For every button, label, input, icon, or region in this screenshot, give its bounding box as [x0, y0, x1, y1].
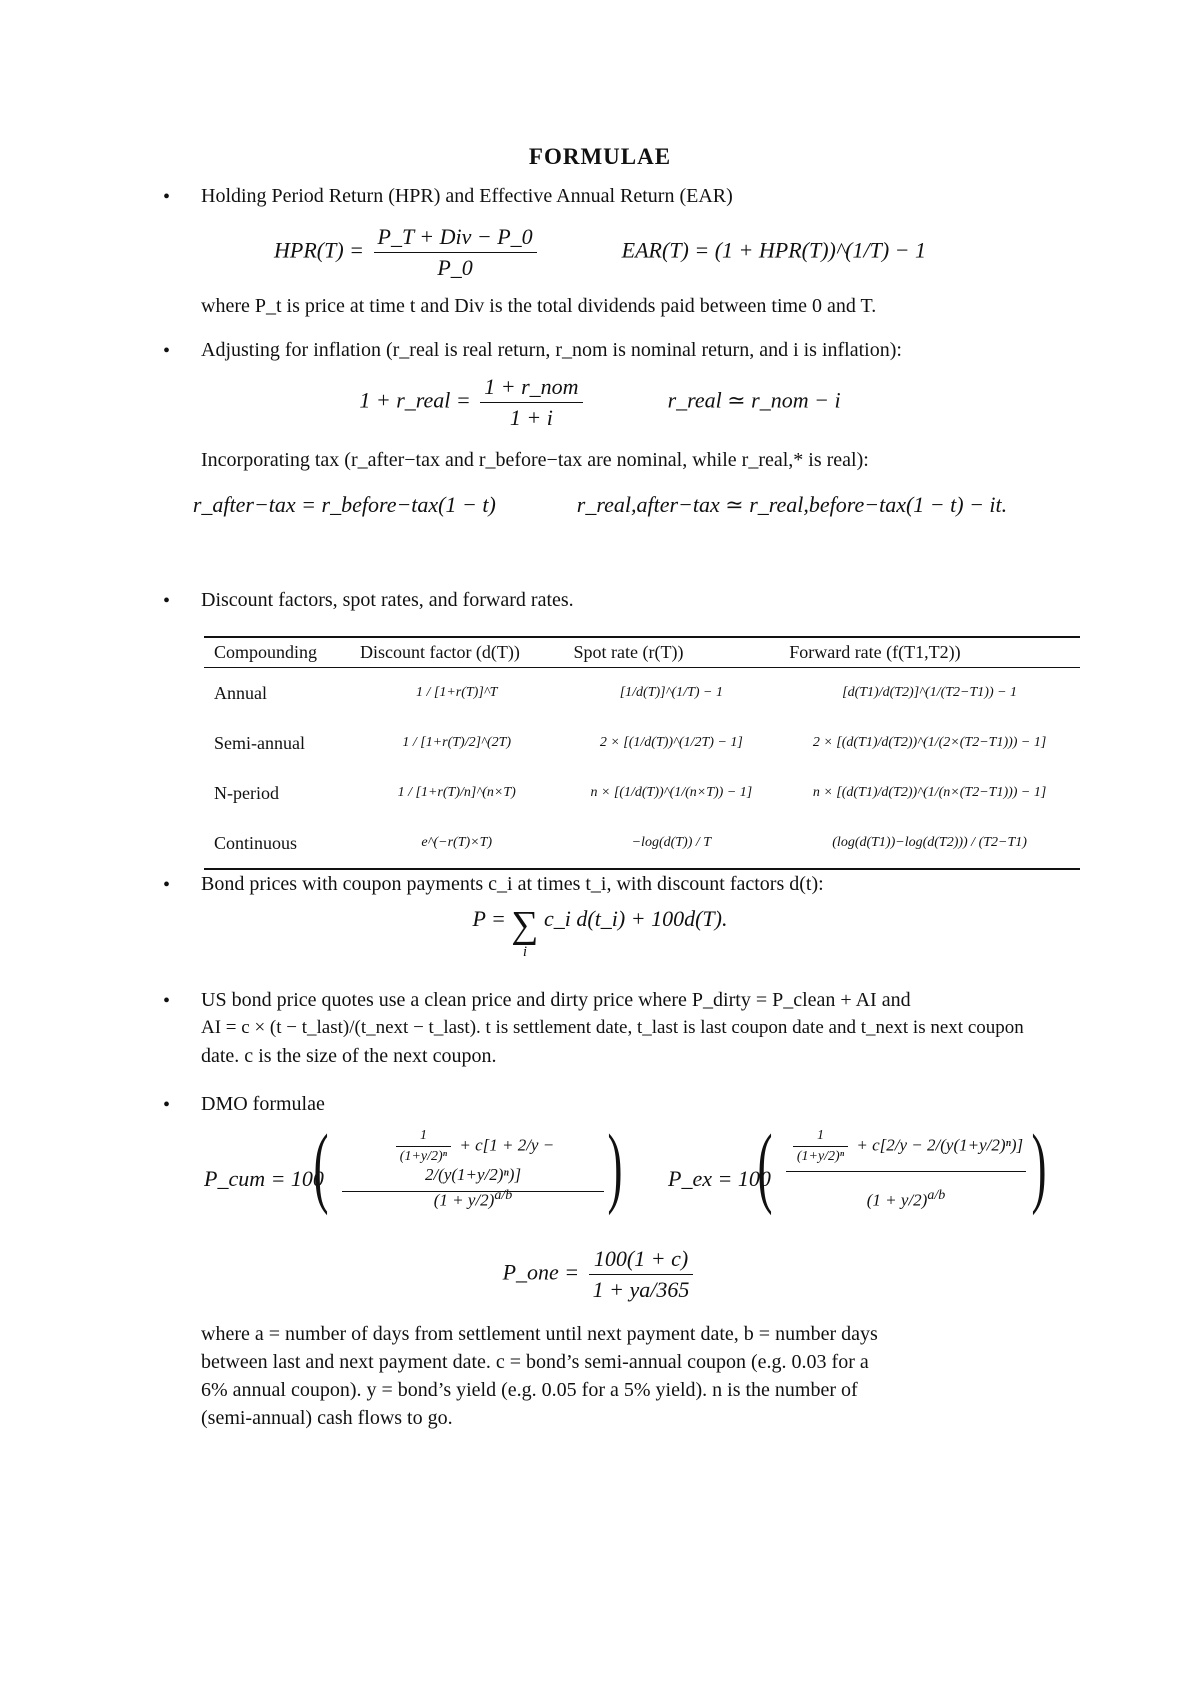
table-cell: 1 / [1+r(T)]^T	[415, 685, 498, 700]
hpr-lhs: HPR(T) =	[274, 237, 364, 263]
table-cell: e^(−r(T)×T)	[350, 818, 564, 869]
hpr-heading: Holding Period Return (HPR) and Effective Annual Return (EAR)	[201, 185, 733, 207]
bullet-dot: •	[163, 590, 171, 612]
p-one-denominator: 1 + ya/365	[592, 1277, 690, 1302]
table-cell: [1/d(T)]^(1/T) − 1	[619, 685, 723, 700]
bullet-dot: •	[163, 1094, 171, 1116]
table-cell: N-period	[214, 782, 279, 803]
inflation-heading: Adjusting for inflation (r_real is real return, r_nom is nominal return, and i is inflation):	[201, 339, 902, 361]
bullet-dot: •	[163, 874, 171, 896]
table-cell: 2 × [(1/d(T))^(1/2T) − 1]	[599, 735, 743, 750]
p-ex-formula	[668, 1117, 1088, 1232]
hpr-numerator: P_T + Div − P_0	[374, 224, 537, 253]
table-cell: [d(T1)/d(T2)]^(1/(T2−T1)) − 1	[842, 685, 1018, 700]
dmo-note-2: between last and next payment date. c = bond’s semi-annual coupon (e.g. 0.03 for a	[201, 1351, 869, 1373]
tax-equation-2: r_real,after−tax ≃ r_real,before−tax(1 − t) − it.	[576, 492, 1008, 517]
inflation-lhs: 1 + r_real =	[359, 387, 471, 413]
dmo-note-3: 6% annual coupon). y = bond’s yield (e.g. 0.05 for a 5% yield). n is the number of	[201, 1379, 858, 1401]
header-forward-rate: Forward rate (f(T1,T2))	[779, 637, 1080, 668]
table-row	[204, 668, 1080, 719]
rates-table	[204, 636, 1080, 870]
dmo-note-1: where a = number of days from settlement until next payment date, b = number days	[201, 1323, 878, 1345]
hpr-equation	[0, 224, 1200, 281]
p-ex-denominator: $(1 + y/2)^{a/b}$	[866, 1188, 946, 1210]
bond-price-equation: P = ∑ i c_i d(t_i) + 100d(T).	[472, 904, 728, 960]
dmo-note-4: (semi-annual) cash flows to go.	[201, 1407, 453, 1429]
rates-heading: Discount factors, spot rates, and forward rates.	[201, 589, 574, 611]
p-ex-label: P_ex = 100	[668, 1166, 771, 1191]
right-paren-icon: )	[1031, 1117, 1047, 1216]
p-cum-label: P_cum = 100	[204, 1166, 324, 1191]
header-compounding: Compounding	[204, 637, 350, 668]
table-cell: Semi-annual	[214, 732, 305, 753]
bond-price-heading: Bond prices with coupon payments c_i at times t_i, with discount factors d(t):	[201, 873, 824, 895]
left-paren-icon: (	[313, 1117, 329, 1216]
p-cum-formula	[204, 1117, 644, 1232]
table-header-row	[204, 637, 1080, 668]
table-cell: 1 / [1+r(T)/2]^(2T)	[402, 735, 512, 750]
bullet-dot: •	[163, 990, 171, 1012]
dmo-heading: DMO formulae	[201, 1093, 325, 1115]
table-cell: 2 × [(d(T1)/d(T2))^(1/(2×(T2−T1))) − 1]	[812, 735, 1047, 750]
bond-rhs: c_i d(t_i) + 100d(T).	[543, 906, 728, 931]
table-cell: Continuous	[204, 818, 350, 869]
bullet-dot: •	[163, 186, 171, 208]
ear-equation: EAR(T) = (1 + HPR(T))^(1/T) − 1	[621, 237, 926, 263]
bond-lhs: P =	[472, 906, 506, 931]
p-one-equation	[0, 1246, 1200, 1303]
table-cell: (log(d(T1))−log(d(T2))) / (T2−T1)	[779, 818, 1080, 869]
sum-index: i	[522, 944, 528, 960]
us-bond-line-2: AI = c × (t − t_last)/(t_next − t_last). t is settlement date, t_last is last coupon date and t_next is next coupon	[201, 1017, 1024, 1038]
inflation-equation	[0, 374, 1200, 431]
p-one-lhs: P_one =	[502, 1259, 580, 1285]
us-bond-line-3: date. c is the size of the next coupon.	[201, 1045, 497, 1067]
table-row	[204, 768, 1080, 818]
p-one-numerator: 100(1 + c)	[589, 1246, 694, 1275]
hpr-denominator: P_0	[437, 255, 473, 280]
inflation-approx: r_real ≃ r_nom − i	[667, 387, 841, 413]
tax-equation-1: r_after−tax = r_before−tax(1 − t)	[192, 492, 496, 517]
table-cell: 1 / [1+r(T)/n]^(n×T)	[397, 785, 516, 800]
tax-equation	[0, 492, 1200, 518]
header-spot-rate: Spot rate (r(T))	[563, 637, 779, 668]
table-cell: −log(d(T)) / T	[563, 818, 779, 869]
table-cell: n × [(d(T1)/d(T2))^(1/(n×(T2−T1))) − 1]	[812, 785, 1047, 800]
table-row	[204, 718, 1080, 768]
us-bond-line-1: US bond price quotes use a clean price and dirty price where P_dirty = P_clean + AI and	[201, 989, 911, 1011]
table-row	[204, 818, 1080, 869]
tax-heading: Incorporating tax (r_after−tax and r_before−tax are nominal, while r_real,* is real):	[201, 449, 869, 471]
table-cell: n × [(1/d(T))^(1/(n×T)) − 1]	[590, 785, 753, 800]
p-ex-numerator: $\frac{1}{\text{(1+y/2)ⁿ}}$ + c[2/y − 2/(y(1+y/2)ⁿ)]	[786, 1128, 1026, 1172]
hpr-note: where P_t is price at time t and Div is the total dividends paid between time 0 and T.	[201, 295, 877, 317]
left-paren-icon: (	[757, 1117, 773, 1216]
right-paren-icon: )	[607, 1117, 623, 1216]
table-cell: Annual	[214, 682, 267, 703]
header-discount-factor: Discount factor (d(T))	[350, 637, 564, 668]
page-title: FORMULAE	[528, 144, 672, 169]
p-cum-numerator: $\frac{1}{\text{(1+y/2)ⁿ}}$ + c[1 + 2/y − 2/(y(1+y/2)ⁿ)]	[342, 1128, 604, 1192]
inflation-numerator: 1 + r_nom	[480, 374, 582, 403]
p-cum-denominator: $(1 + y/2)^{a/b}$	[433, 1188, 513, 1210]
inflation-denominator: 1 + i	[509, 405, 553, 430]
bullet-dot: •	[163, 340, 171, 362]
